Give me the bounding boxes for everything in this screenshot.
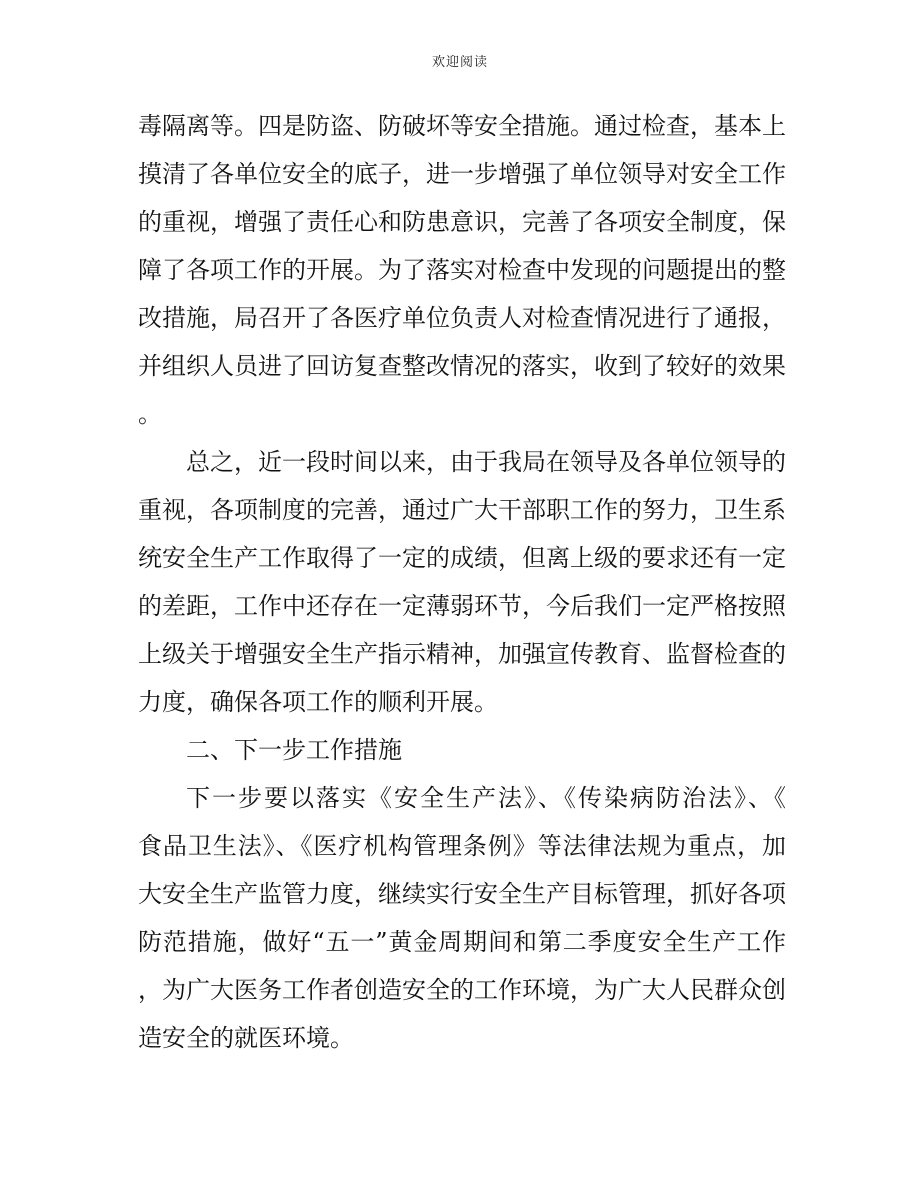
page-header: 欢迎阅读	[431, 55, 488, 70]
text-line: 食品卫生法》、《医疗机构管理条例》等法律法规为重点，加	[138, 832, 786, 860]
text-line: 障了各项工作的开展。为了落实对检查中发现的问题提出的整	[138, 256, 786, 284]
section-heading: 二、下一步工作措施	[186, 736, 402, 764]
text-line: 大安全生产监管力度，继续实行安全生产目标管理，抓好各项	[138, 880, 786, 908]
text-line: 毒隔离等。四是防盗、防破坏等安全措施。通过检查，基本上	[138, 112, 786, 140]
document-body	[138, 102, 786, 1062]
paragraph-first-line: 总之，近一段时间以来，由于我局在领导及各单位领导的	[186, 448, 786, 476]
text-line: 。	[138, 400, 162, 428]
paragraph-first-line: 下一步要以落实《安全生产法》、《传染病防治法》、《	[186, 784, 786, 812]
text-line: 摸清了各单位安全的底子，进一步增强了单位领导对安全工作	[138, 160, 786, 188]
text-line: 改措施，局召开了各医疗单位负责人对检查情况进行了通报，	[138, 304, 786, 332]
text-line: 统安全生产工作取得了一定的成绩，但离上级的要求还有一定	[138, 544, 786, 572]
text-line: 造安全的就医环境。	[138, 1024, 354, 1052]
text-line: 的重视，增强了责任心和防患意识，完善了各项安全制度，保	[138, 208, 786, 236]
text-line: 并组织人员进了回访复查整改情况的落实，收到了较好的效果	[138, 352, 786, 380]
text-line: 重视，各项制度的完善，通过广大干部职工作的努力，卫生系	[138, 496, 786, 524]
text-line: 力度，确保各项工作的顺利开展。	[138, 688, 498, 716]
text-line: 防范措施，做好“五一”黄金周期间和第二季度安全生产工作	[138, 928, 786, 956]
text-line: 的差距，工作中还存在一定薄弱环节，今后我们一定严格按照	[138, 592, 786, 620]
text-line: ，为广大医务工作者创造安全的工作环境，为广大人民群众创	[138, 976, 786, 1004]
text-line: 上级关于增强安全生产指示精神，加强宣传教育、监督检查的	[138, 640, 786, 668]
